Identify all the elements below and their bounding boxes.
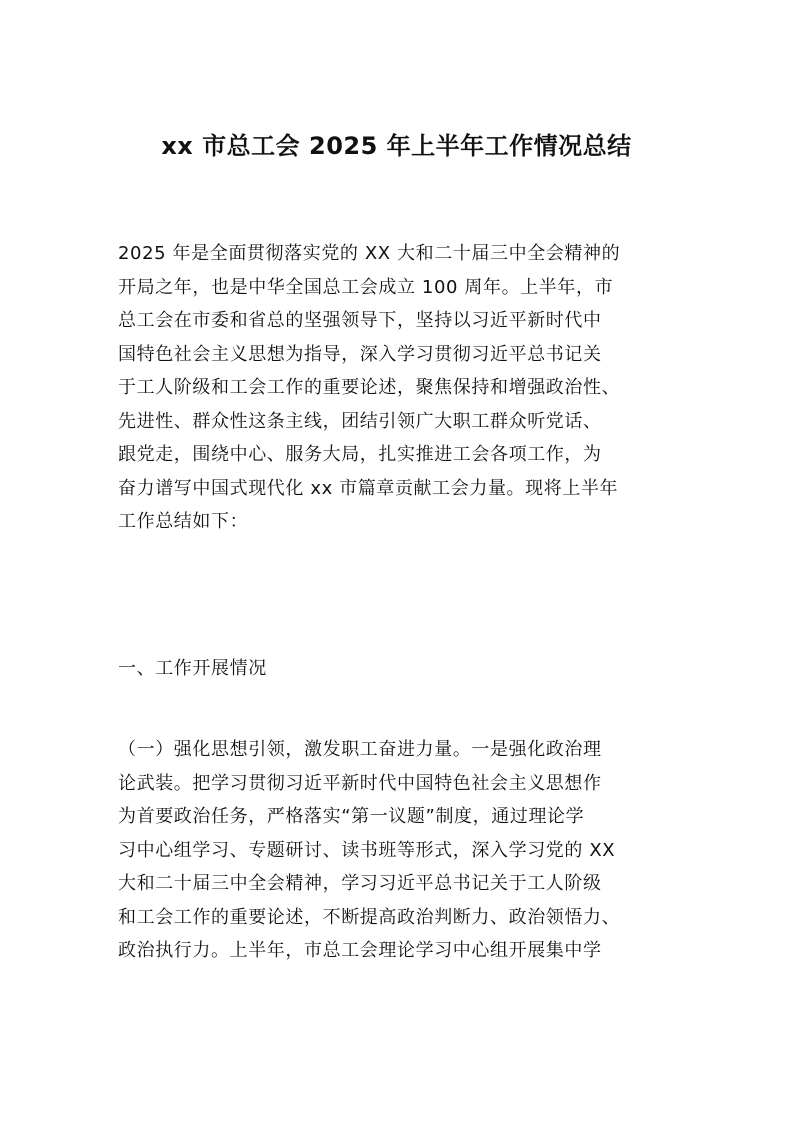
text-line: 2025 年是全面贯彻落实党的 XX 大和二十届三中全会精神的 xyxy=(118,243,621,264)
text-line: 于工人阶级和工会工作的重要论述，聚焦保持和增强政治性、 xyxy=(118,377,621,398)
text-line: 开局之年，也是中华全国总工会成立 100 周年。上半年，市 xyxy=(118,276,614,298)
text-line: （一）强化思想引领，激发职工奋进力量。一是强化政治理 xyxy=(118,739,602,760)
text-line: 先进性、群众性这条主线，团结引领广大职工群众听党话、 xyxy=(118,410,602,432)
text-line: 为首要政治任务，严格落实“第一议题”制度，通过理论学 xyxy=(118,806,585,827)
text-line: 国特色社会主义思想为指导，深入学习贯彻习近平总书记关 xyxy=(118,343,602,365)
section-paragraph xyxy=(118,733,698,968)
section-heading xyxy=(118,652,698,686)
text-line: 政治执行力。上半年，市总工会理论学习中心组开展集中学 xyxy=(118,940,602,961)
text-line: 总工会在市委和省总的坚强领导下，坚持以习近平新时代中 xyxy=(118,310,602,331)
text-line: 习中心组学习、专题研讨、读书班等形式，深入学习党的 XX xyxy=(118,839,616,861)
text-line: 跟党走，围绕中心、服务大局，扎实推进工会各项工作，为 xyxy=(118,444,602,465)
document-title: xx 市总工会 2025 年上半年工作情况总结 xyxy=(161,132,632,160)
text-line: 和工会工作的重要论述，不断提高政治判断力、政治领悟力、 xyxy=(118,906,621,928)
intro-paragraph xyxy=(118,237,698,539)
section-heading-text: 一、工作开展情况 xyxy=(118,658,267,679)
text-line: 工作总结如下： xyxy=(118,511,249,532)
text-line: 奋力谱写中国式现代化 xx 市篇章贡献工会力量。现将上半年 xyxy=(118,477,619,499)
text-line: 论武装。把学习贯彻习近平新时代中国特色社会主义思想作 xyxy=(118,772,602,794)
text-line: 大和二十届三中全会精神，学习习近平总书记关于工人阶级 xyxy=(118,873,602,894)
